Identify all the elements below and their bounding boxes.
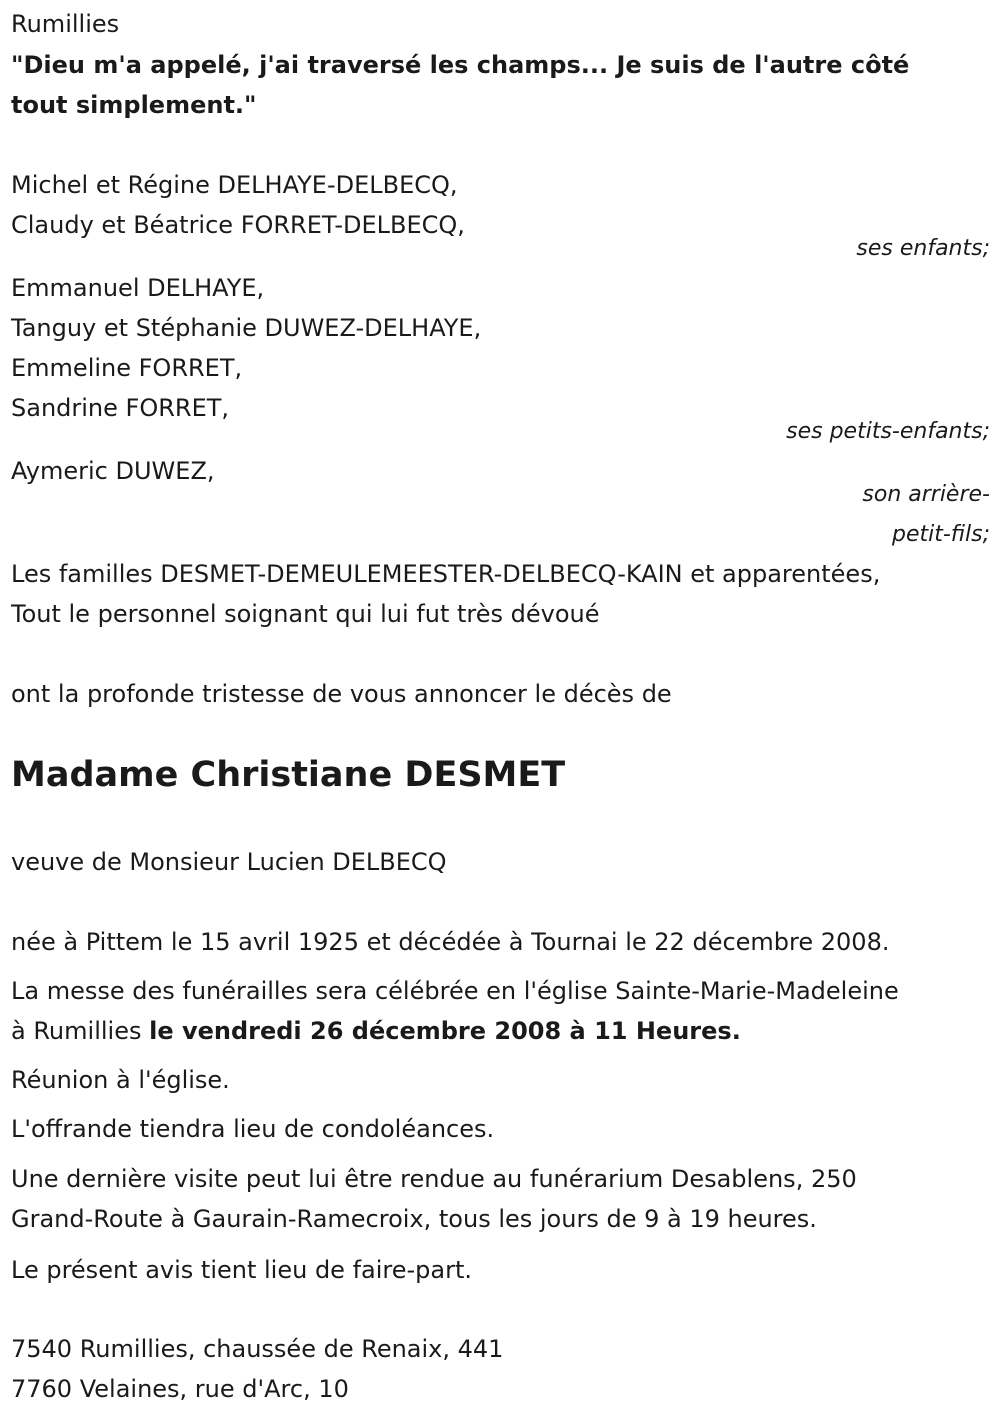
grandchildren-label: ses petits-enfants; xyxy=(786,419,990,444)
quote-line-1: "Dieu m'a appelé, j'ai traversé les champs... Je suis de l'autre côté xyxy=(11,51,910,79)
grandchild-name: Tanguy et Stéphanie DUWEZ-DELHAYE, xyxy=(11,314,482,342)
great-grandchild-label-2: petit-fils; xyxy=(891,522,990,547)
great-grandchild-name: Aymeric DUWEZ, xyxy=(11,457,215,485)
offering-line: L'offrande tiendra lieu de condoléances. xyxy=(11,1115,495,1143)
grandchild-name: Emmeline FORRET, xyxy=(11,354,243,382)
widow-of-line: veuve de Monsieur Lucien DELBECQ xyxy=(11,848,447,876)
mass-line-1: La messe des funérailles sera célébrée en l'église Sainte-Marie-Madeleine xyxy=(11,977,899,1005)
quote-line-2: tout simplement." xyxy=(11,91,257,119)
announcement-line: ont la profonde tristesse de vous annoncer le décès de xyxy=(11,680,672,708)
address-line-1: 7540 Rumillies, chaussée de Renaix, 441 xyxy=(11,1335,504,1363)
grandchild-name: Sandrine FORRET, xyxy=(11,394,230,422)
address-line-2: 7760 Velaines, rue d'Arc, 10 xyxy=(11,1375,349,1403)
mass-location: à Rumillies xyxy=(11,1017,150,1045)
child-name: Michel et Régine DELHAYE-DELBECQ, xyxy=(11,171,458,199)
children-label: ses enfants; xyxy=(856,236,990,261)
great-grandchild-label-1: son arrière- xyxy=(862,482,990,507)
visit-line-1: Une dernière visite peut lui être rendue au funérarium Desablens, 250 xyxy=(11,1165,857,1193)
mass-date-time: le vendredi 26 décembre 2008 à 11 Heures. xyxy=(149,1017,741,1045)
place-name: Rumillies xyxy=(11,10,120,38)
grandchild-name: Emmanuel DELHAYE, xyxy=(11,274,265,302)
families-line: Les familles DESMET-DEMEULEMEESTER-DELBECQ-KAIN et apparentées, xyxy=(11,560,881,588)
deceased-name: Madame Christiane DESMET xyxy=(11,755,566,795)
notice-line: Le présent avis tient lieu de faire-part. xyxy=(11,1256,473,1284)
birth-death-line: née à Pittem le 15 avril 1925 et décédée à Tournai le 22 décembre 2008. xyxy=(11,928,890,956)
visit-line-2: Grand-Route à Gaurain-Ramecroix, tous les jours de 9 à 19 heures. xyxy=(11,1205,817,1233)
meeting-line: Réunion à l'église. xyxy=(11,1066,230,1094)
mass-line-2 xyxy=(11,1015,741,1047)
staff-line: Tout le personnel soignant qui lui fut très dévoué xyxy=(11,600,600,628)
child-name: Claudy et Béatrice FORRET-DELBECQ, xyxy=(11,211,465,239)
